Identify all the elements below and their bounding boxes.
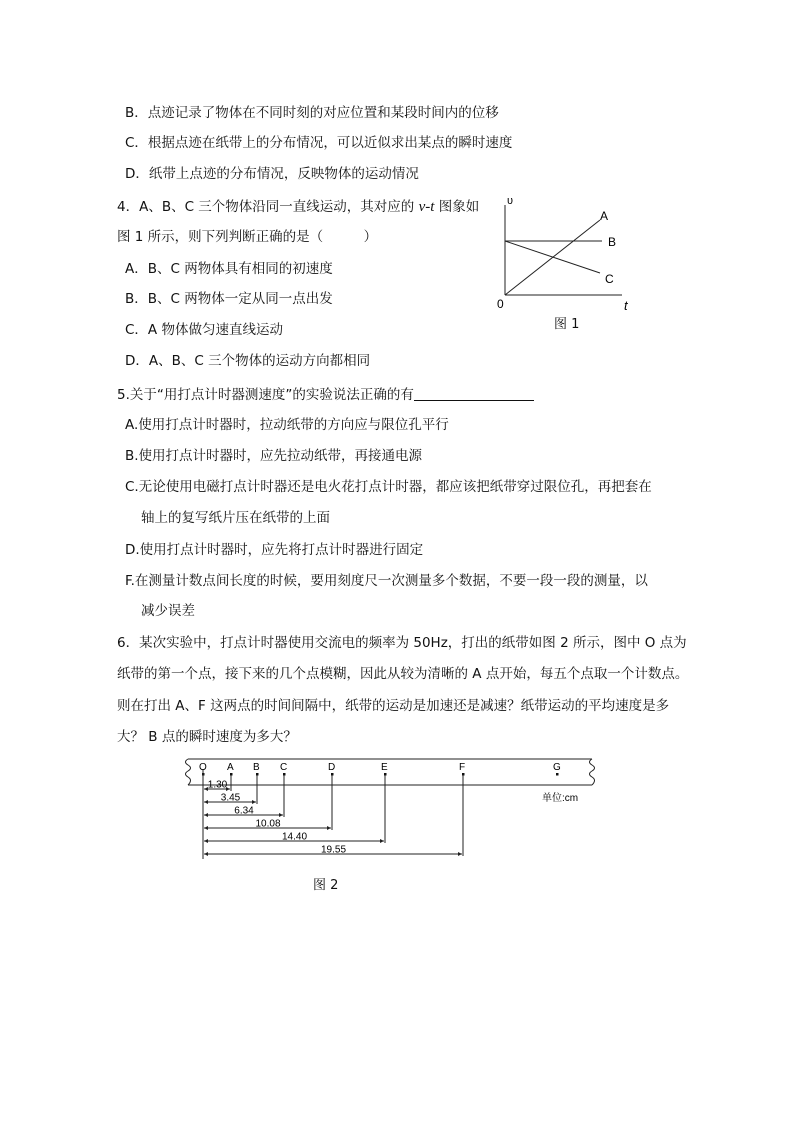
dim-arrow-left-2 — [204, 800, 208, 804]
dim-label-5: 14.40 — [281, 831, 308, 843]
figure2-caption: 图 2 — [313, 878, 339, 893]
label-a: A — [600, 209, 609, 223]
dim-label-6: 19.55 — [320, 844, 347, 856]
dim-arrow-left-3 — [204, 813, 208, 817]
q4-stem-line1 — [117, 198, 479, 216]
tape-point-g: G — [553, 762, 561, 773]
q6-line4: 大？ B 点的瞬时速度为多大？ — [117, 729, 297, 745]
dim-label-2: 3.45 — [220, 792, 241, 804]
dim-arrow-left-6 — [204, 852, 208, 856]
dim-arrow-left-4 — [204, 826, 208, 830]
q6-line1: 6．某次实验中，打点计时器使用交流电的频率为 50Hz，打出的纸带如图 2 所示，图中 O 点为 — [117, 635, 687, 651]
label-c: C — [605, 272, 614, 286]
q3-option-c: C．根据点迹在纸带上的分布情况，可以近似求出某点的瞬时速度 — [125, 135, 513, 151]
tape-point-o: O — [199, 762, 207, 773]
q5-option-c2: 轴上的复写纸片压在纸带的上面 — [141, 510, 330, 526]
q4-option-a: A．B、C 两物体具有相同的初速度 — [125, 261, 333, 277]
origin-label: 0 — [497, 297, 504, 311]
tape-dot-g — [556, 773, 559, 776]
dim-arrow-right-4 — [327, 826, 331, 830]
q6-line2: 纸带的第一个点，接下来的几个点模糊，因此从较为清晰的 A 点开始，每五个点取一个计数点。 — [117, 666, 689, 682]
tape-unit: 单位:cm — [542, 793, 579, 804]
q5-option-b: B.使用打点计时器时，应先拉动纸带，再接通电源 — [125, 448, 423, 464]
dim-label-4: 10.08 — [255, 818, 281, 830]
tape-point-a: A — [227, 762, 234, 773]
q4-option-d: D．A、B、C 三个物体的运动方向都相同 — [125, 353, 371, 369]
q4-option-c: C．A 物体做匀速直线运动 — [125, 322, 283, 338]
figure1-caption: 图 1 — [554, 317, 580, 332]
q4-stem-a: 4．A、B、C 三个物体沿同一直线运动，其对应的 — [117, 199, 415, 215]
q4-stem-vt: v-t — [418, 199, 435, 215]
tape-right-end — [590, 759, 595, 785]
line-c — [505, 241, 600, 273]
dim-label-1: 1.30 — [207, 779, 228, 791]
q5-option-c1: C.无论使用电磁打点计时器还是电火花打点计时器，都应该把纸带穿过限位孔，再把套在 — [125, 479, 652, 495]
tape-dimensions — [204, 775, 463, 856]
dim-arrow-right-3 — [279, 813, 283, 817]
q6-line3: 则在打出 A、F 这两点的时间间隔中，纸带的运动是加速还是减速？纸带运动的平均速度是多 — [117, 698, 670, 714]
q4-stem-b: 图象如 — [438, 199, 480, 215]
tape-point-labels — [199, 762, 561, 773]
tape-point-f: F — [459, 762, 466, 773]
tape-dots — [202, 773, 559, 776]
q4-option-b: B．B、C 两物体一定从同一点出发 — [125, 291, 333, 307]
answer-blank — [414, 386, 534, 401]
q5-option-f2: 减少误差 — [141, 603, 195, 619]
q3-option-d: D．纸带上点迹的分布情况，反映物体的运动情况 — [125, 166, 419, 182]
q5-stem-line — [117, 386, 534, 404]
dim-arrow-left-5 — [204, 839, 208, 843]
q5-option-f1: F.在测量计数点间长度的时候，要用刻度尺一次测量多个数据，不要一段一段的测量，以 — [125, 573, 648, 589]
q3-option-b: B．点迹记录了物体在不同时刻的对应位置和某段时间内的位移 — [125, 105, 499, 121]
dim-arrow-right-6 — [458, 852, 462, 856]
tape-point-c: C — [280, 762, 288, 773]
dim-arrow-right-5 — [380, 839, 384, 843]
dim-arrow-right-2 — [252, 800, 256, 804]
q4-stem-line2: 图 1 所示，则下列判断正确的是（ ） — [117, 229, 378, 245]
tape-point-e: E — [381, 762, 388, 773]
dim-label-3: 6.34 — [234, 805, 254, 817]
label-b: B — [608, 235, 617, 249]
tape-left-end — [186, 759, 191, 785]
q5-option-a: A.使用打点计时器时，拉动纸带的方向应与限位孔平行 — [125, 417, 449, 433]
tape-figure — [180, 755, 610, 860]
q5-option-d: D.使用打点计时器时，应先将打点计时器进行固定 — [125, 542, 424, 558]
t-axis-label: t — [624, 298, 628, 313]
v-axis-label: υ — [507, 195, 514, 207]
q5-stem: 5.关于“用打点计时器测速度”的实验说法正确的有 — [117, 387, 414, 403]
tape-point-b: B — [253, 762, 260, 773]
tape-point-d: D — [328, 762, 336, 773]
